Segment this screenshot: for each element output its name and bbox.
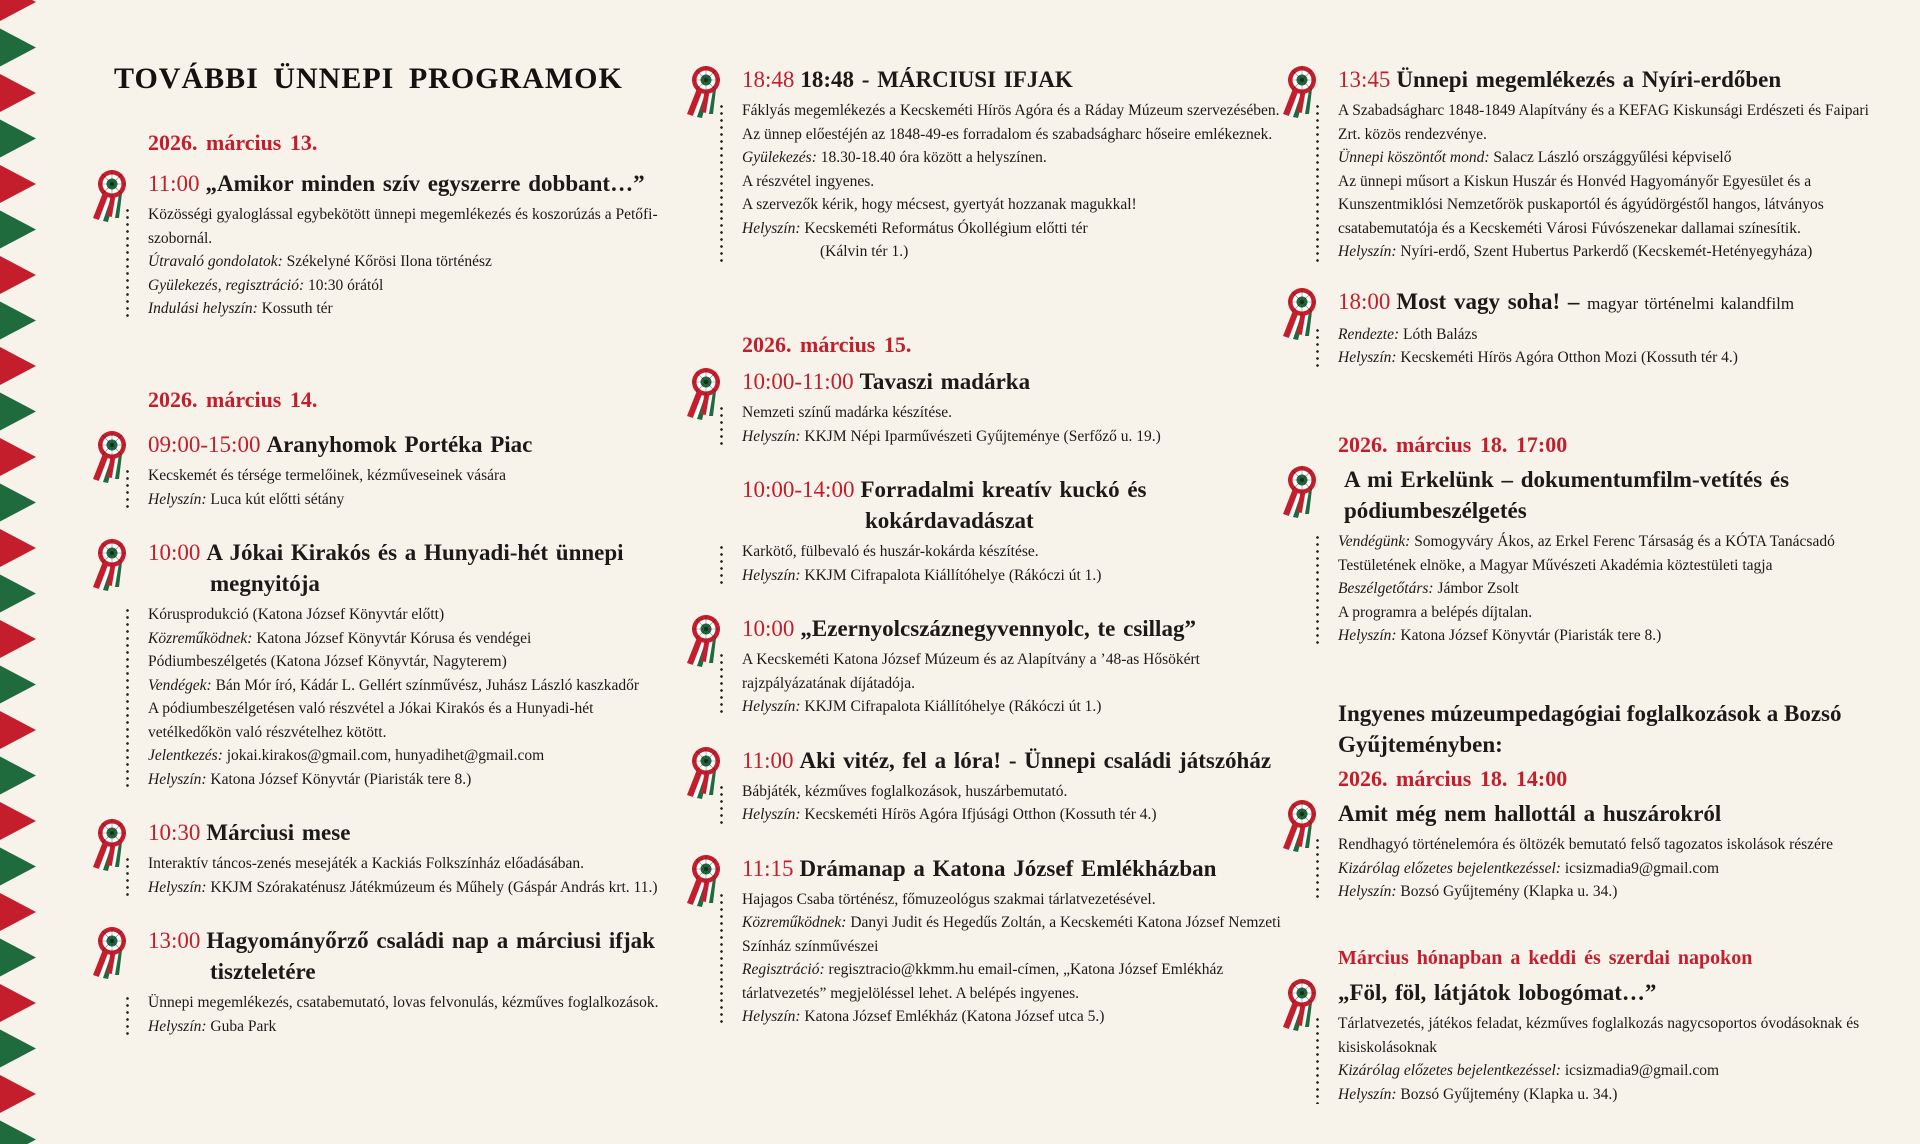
event-time: 13:00	[148, 928, 201, 953]
detail-line	[1338, 1059, 1878, 1083]
date-heading: 2026. március 14.	[148, 387, 318, 412]
detail-line	[742, 911, 1282, 958]
detail-line	[148, 768, 668, 792]
detail-text: Bozsó Gyűjtemény (Klapka u. 34.)	[1400, 883, 1618, 900]
detail-line	[148, 744, 668, 768]
detail-label: Helyszín:	[742, 566, 801, 584]
border-triangle	[0, 939, 36, 977]
border-triangle	[0, 529, 36, 567]
event-name: Ünnepi megemlékezés a Nyíri-erdőben	[1396, 67, 1782, 92]
detail-line	[148, 650, 668, 674]
detail-text: Katona József Emlékház (Katona József utca 5.)	[804, 1008, 1105, 1025]
detail-label: Gyülekezés:	[742, 149, 817, 166]
event-details	[1338, 833, 1878, 904]
event-details	[1338, 1012, 1878, 1106]
detail-line	[1338, 577, 1878, 601]
detail-text: KKJM Népi Iparművészeti Gyűjteménye (Serfőző u. 19.)	[804, 427, 1161, 445]
event-details	[148, 464, 668, 511]
detail-text: Katona József Könyvtár (Piaristák tere 8.)	[1400, 627, 1662, 644]
detail-label: Közreműködnek:	[742, 914, 847, 931]
event-item	[1338, 464, 1878, 648]
detail-line	[742, 401, 1282, 425]
detail-line	[148, 274, 668, 298]
border-triangle	[0, 711, 36, 749]
cockade-icon	[684, 745, 724, 801]
detail-line	[742, 217, 1282, 241]
detail-text: Pódiumbeszélgetés (Katona József Könyvtár, Nagyterem)	[148, 653, 507, 670]
detail-text: Danyi Judit és Hegedűs Zoltán, a Kecskeméti Katona József Nemzeti Színház színművészei	[742, 914, 1281, 955]
detail-line	[148, 1015, 668, 1039]
border-triangle	[0, 302, 36, 340]
section-heading: Ingyenes múzeumpedagógiai foglalkozások a Bozsó Gyűjteményben:	[1338, 701, 1842, 757]
event-name: 18:48 - MÁRCIUSI IFJAK	[800, 67, 1073, 92]
event-title: „Föl, föl, látjátok lobogómat…”	[1338, 980, 1657, 1005]
event-time: 10:30	[148, 820, 201, 845]
detail-continuation: (Kálvin tér 1.)	[820, 243, 909, 260]
cockade-icon	[90, 429, 130, 485]
detail-text: Kecskemét és térsége termelőinek, kézműveseinek vására	[148, 467, 507, 484]
border-triangle	[0, 984, 36, 1022]
border-triangle	[0, 848, 36, 886]
event-details	[742, 99, 1282, 264]
border-triangle	[0, 484, 36, 522]
detail-line	[742, 803, 1282, 827]
event-title: Amit még nem hallottál a huszárokról	[1338, 801, 1722, 826]
cockade-icon	[684, 613, 724, 669]
detail-label: Kizárólag előzetes bejelentkezéssel:	[1338, 859, 1561, 877]
border-triangle	[0, 120, 36, 158]
detail-text: Luca kút előtti sétány	[210, 490, 345, 508]
detail-label: Beszélgetőtárs:	[1338, 580, 1434, 597]
detail-label: Gyülekezés, regisztráció:	[148, 276, 305, 294]
cockade-icon	[684, 366, 724, 422]
event-details	[1338, 99, 1878, 264]
detail-line	[742, 146, 1282, 170]
day-section-march-15	[742, 332, 1282, 1029]
event-details	[148, 203, 668, 321]
detail-label: Helyszín:	[1338, 883, 1397, 900]
detail-label: Kizárólag előzetes bejelentkezéssel:	[1338, 1062, 1561, 1079]
detail-text: Fáklyás megemlékezés a Kecskeméti Hírös Agóra és a Ráday Múzeum szervezésében. Az ünnep előestéjén az 1848-49-es forradalom és szabadságharc hőseire emlékeznek.	[742, 102, 1280, 143]
detail-text: Nyíri-erdő, Szent Hubertus Parkerdő (Kecskemét-Hetényegyháza)	[1400, 243, 1813, 260]
border-triangle	[0, 1121, 36, 1144]
detail-line	[148, 991, 668, 1015]
border-triangle	[0, 666, 36, 704]
event-group-top	[742, 64, 1282, 264]
cockade-icon	[90, 925, 130, 981]
flag-triangle-border	[0, 0, 44, 1144]
event-name: „Ezernyolcszáznegyvennyolc, te csillag”	[800, 616, 1196, 641]
detail-text: Interaktív táncos-zenés mesejáték a Kackiás Folkszínház előadásában.	[148, 855, 584, 872]
event-title	[148, 168, 668, 199]
detail-line	[742, 780, 1282, 804]
event-item	[148, 168, 668, 321]
event-item	[148, 817, 668, 899]
detail-text: A szervezők kérik, hogy mécsest, gyertyát hozzanak magukkal!	[742, 196, 1137, 213]
border-triangle	[0, 0, 36, 21]
detail-text: Közösségi gyaloglással egybekötött ünnepi megemlékezés és koszorúzás a Petőfi-szobornál.	[148, 206, 658, 247]
event-item	[742, 613, 1282, 719]
detail-line	[742, 540, 1282, 564]
event-time: 11:00	[742, 747, 794, 773]
detail-line	[148, 876, 668, 900]
event-item	[148, 925, 668, 1038]
detail-text: Ünnepi megemlékezés, csatabemutató, lovas felvonulás, kézműves foglalkozások.	[148, 994, 659, 1011]
detail-text: A Szabadságharc 1848-1849 Alapítvány és a KEFAG Kiskunsági Erdészeti és Faipari Zrt. közös rendezvénye.	[1338, 102, 1869, 143]
detail-line	[148, 603, 668, 627]
border-triangle	[0, 757, 36, 795]
detail-text: KKJM Szórakaténusz Játékmúzeum és Műhely (Gáspár András krt. 11.)	[210, 878, 658, 896]
date-heading: 2026. március 15.	[742, 332, 912, 357]
detail-text[interactable]: regisztracio@kkmm.hu email-címen, „Katona József Emlékház tárlatvezetés” megjelöléssel lehet. A belépés ingyenes.	[742, 961, 1224, 1002]
date-heading: 2026. március 18. 17:00	[1338, 432, 1568, 457]
detail-text: 18.30-18.40 óra között a helyszínen.	[820, 149, 1047, 166]
detail-text: A pódiumbeszélgetésen való részvétel a Jókai Kirakós és a Hunyadi-hét vetélkedőkön való részvételhez kötött.	[148, 700, 594, 741]
day-section-march-18-evening	[1338, 432, 1878, 648]
event-title	[742, 613, 1282, 644]
detail-text: Lóth Balázs	[1402, 325, 1478, 343]
detail-text: A részvétel ingyenes.	[742, 172, 875, 190]
event-name: Hagyományőrző családi nap a márciusi ifjak tiszteletére	[206, 928, 655, 984]
cockade-icon	[90, 168, 130, 224]
border-triangle	[0, 1030, 36, 1068]
detail-label: Közreműködnek:	[148, 629, 253, 647]
detail-text: Tárlatvezetés, játékos feladat, kézműves foglalkozás nagycsoportos óvodásoknak és kisiskolásoknak	[1338, 1015, 1860, 1056]
event-item	[1338, 64, 1878, 264]
detail-text: Salacz László országgyűlési képviselő	[1493, 149, 1732, 166]
event-title	[742, 64, 1282, 95]
detail-text: KKJM Cifrapalota Kiállítóhelye (Rákóczi út 1.)	[804, 698, 1102, 715]
day-section-march-13	[148, 130, 668, 321]
detail-label: Helyszín:	[148, 1017, 207, 1035]
event-details	[742, 540, 1282, 587]
detail-label: Helyszín:	[148, 490, 207, 508]
detail-label: Helyszín:	[742, 427, 801, 445]
date-heading: 2026. március 13.	[148, 130, 318, 155]
detail-line	[148, 852, 668, 876]
detail-text: Kecskeméti Református Ókollégium előtti tér	[804, 219, 1088, 237]
detail-label: Helyszín:	[1338, 349, 1397, 366]
cockade-icon	[1280, 464, 1320, 520]
event-details	[742, 648, 1282, 719]
detail-line	[1338, 880, 1878, 904]
cockade-icon	[1280, 64, 1320, 120]
detail-line	[742, 193, 1282, 217]
border-triangle	[0, 802, 36, 840]
detail-text: Székelyné Kőrösi Ilona történész	[286, 253, 492, 270]
detail-text: Bábjáték, kézműves foglalkozások, huszárbemutató.	[742, 782, 1068, 800]
day-section-march-14	[148, 387, 668, 1038]
detail-line	[148, 250, 668, 274]
border-triangle	[0, 256, 36, 294]
detail-line	[148, 464, 668, 488]
detail-text: Jámbor Zsolt	[1437, 580, 1519, 597]
detail-text: Kecskeméti Hírös Agóra Otthon Mozi (Kossuth tér 4.)	[1400, 349, 1738, 366]
detail-label: Helyszín:	[742, 698, 801, 715]
event-item	[148, 537, 668, 791]
detail-label: Helyszín:	[742, 806, 801, 823]
border-triangle	[0, 1075, 36, 1113]
detail-line	[742, 99, 1282, 146]
detail-line	[742, 648, 1282, 695]
event-time: 11:15	[742, 855, 794, 881]
detail-line	[1338, 346, 1878, 370]
border-triangle	[0, 29, 36, 67]
event-item	[148, 429, 668, 511]
event-name: A Jókai Kirakós és a Hunyadi-hét ünnepi megnyitója	[206, 540, 624, 596]
detail-line	[1338, 1083, 1878, 1107]
border-triangle	[0, 211, 36, 249]
event-title	[1338, 286, 1878, 319]
detail-text: Bán Mór író, Kádár L. Gellért színművész, Juhász László kaszkadőr	[215, 676, 640, 694]
detail-text: Hajagos Csaba történész, főmuzeológus szakmai tárlatvezetésével.	[742, 890, 1156, 908]
detail-text: Nemzeti színű madárka készítése.	[742, 404, 953, 421]
detail-text: KKJM Cifrapalota Kiállítóhelye (Rákóczi út 1.)	[804, 566, 1102, 584]
detail-line	[742, 888, 1282, 912]
detail-line	[742, 695, 1282, 719]
detail-line	[742, 564, 1282, 588]
cockade-icon	[1280, 286, 1320, 342]
detail-text: A programra a belépés díjtalan.	[1338, 603, 1533, 621]
event-name: Márciusi mese	[206, 820, 351, 845]
detail-label: Vendégek:	[148, 676, 212, 694]
detail-line	[148, 203, 668, 250]
border-triangle	[0, 165, 36, 203]
detail-text: Rendhagyó történelemóra és öltözék bemutató felső tagozatos iskolások részére	[1338, 836, 1833, 853]
event-details	[1338, 323, 1878, 370]
detail-label: Helyszín:	[1338, 1085, 1397, 1103]
detail-line	[1338, 99, 1878, 146]
event-title	[742, 474, 1282, 536]
event-details	[148, 852, 668, 899]
event-time: 10:00	[742, 616, 795, 641]
event-item	[742, 853, 1282, 1029]
detail-line	[742, 170, 1282, 194]
detail-line	[1338, 323, 1878, 347]
detail-label: Helyszín:	[148, 770, 207, 788]
triangle-border-svg	[0, 0, 44, 1144]
border-triangle	[0, 575, 36, 613]
detail-text: Katona József Könyvtár (Piaristák tere 8.)	[210, 770, 472, 788]
event-name: Aranyhomok Portéka Piac	[266, 432, 533, 457]
detail-text: Bozsó Gyűjtemény (Klapka u. 34.)	[1400, 1085, 1618, 1103]
event-time: 10:00-11:00	[742, 369, 854, 394]
detail-text: Katona József Könyvtár Kórusa és vendégei	[256, 629, 532, 647]
detail-line	[148, 297, 668, 321]
museum-education-section	[1338, 698, 1878, 904]
detail-label: Helyszín:	[742, 1008, 801, 1025]
detail-text: Az ünnepi műsort a Kiskun Huszár és Honvéd Hagyományőr Egyesület és a Kunszentmiklósi Nemzetőrök puskaportól és ágyúdörgéstől hangos, látványos csatabemutatója és a Kecskeméti Városi Fúvószenekar dallamai színesítik.	[1338, 172, 1824, 237]
event-name: Most vagy soha! –	[1396, 288, 1580, 314]
event-item	[1338, 286, 1878, 370]
detail-text: 10:30 órától	[307, 276, 384, 294]
detail-label: Vendégünk:	[1338, 533, 1411, 550]
event-time: 10:00	[148, 540, 201, 565]
detail-label: Helyszín:	[148, 878, 207, 896]
date-heading: 2026. március 18. 14:00	[1338, 766, 1568, 791]
cockade-icon	[1280, 977, 1320, 1033]
event-group-top	[1338, 64, 1878, 370]
detail-text: Kórusprodukció (Katona József Könyvtár előtt)	[148, 606, 445, 623]
border-triangle	[0, 438, 36, 476]
border-triangle	[0, 893, 36, 931]
detail-line	[1338, 624, 1878, 648]
event-name: Aki vitéz, fel a lóra! - Ünnepi családi játszóház	[799, 747, 1272, 773]
detail-line	[1338, 1012, 1878, 1059]
detail-line	[742, 425, 1282, 449]
detail-text[interactable]: icsizmadia9@gmail.com	[1564, 859, 1720, 877]
detail-line	[742, 958, 1282, 1005]
event-name: Drámanap a Katona József Emlékházban	[799, 855, 1217, 881]
event-details	[742, 401, 1282, 448]
event-time: 13:45	[1338, 67, 1391, 92]
event-title	[742, 745, 1282, 776]
detail-label: Helyszín:	[742, 219, 801, 237]
detail-line	[148, 627, 668, 651]
event-title	[742, 853, 1282, 884]
detail-line	[1338, 170, 1878, 241]
event-title	[148, 817, 668, 848]
detail-label: Helyszín:	[1338, 243, 1397, 260]
detail-line	[1338, 601, 1878, 625]
detail-line	[1338, 240, 1878, 264]
detail-label: Regisztráció:	[742, 961, 825, 978]
event-details	[148, 991, 668, 1038]
detail-line	[1338, 530, 1878, 577]
detail-text: A Kecskeméti Katona József Múzeum és az Alapítvány a ’48-as Hősökért rajzpályázatának díjátadója.	[742, 651, 1200, 692]
event-item	[742, 745, 1282, 827]
cockade-icon	[1280, 798, 1320, 854]
cockade-icon	[90, 817, 130, 873]
detail-line	[148, 697, 668, 744]
page-title: TOVÁBBI ÜNNEPI PROGRAMOK	[114, 62, 623, 95]
date-heading: Március hónapban a keddi és szerdai napokon	[1338, 947, 1753, 969]
event-time: 11:00	[148, 171, 200, 196]
border-triangle	[0, 74, 36, 112]
event-item	[742, 474, 1282, 587]
cockade-icon	[90, 537, 130, 593]
event-title: A mi Erkelünk – dokumentumfilm-vetítés és pódiumbeszélgetés	[1344, 467, 1790, 523]
border-triangle	[0, 620, 36, 658]
detail-line	[1338, 857, 1878, 881]
event-item	[1338, 798, 1878, 904]
border-triangle	[0, 347, 36, 385]
detail-line	[1338, 833, 1878, 857]
detail-text: Kossuth tér	[261, 300, 333, 317]
detail-text: Guba Park	[210, 1017, 277, 1035]
event-title	[148, 537, 668, 599]
detail-label: Jelentkezés:	[148, 747, 223, 764]
event-item	[742, 64, 1282, 264]
event-subtitle: magyar történelmi kalandfilm	[1587, 293, 1795, 313]
detail-line	[1338, 146, 1878, 170]
event-title	[1338, 64, 1878, 95]
detail-label: Ünnepi köszöntőt mond:	[1338, 149, 1490, 166]
event-name: Tavaszi madárka	[859, 369, 1031, 394]
event-title	[148, 925, 668, 987]
event-title	[742, 366, 1282, 397]
event-item	[742, 366, 1282, 448]
border-triangle	[0, 393, 36, 431]
detail-text[interactable]: icsizmadia9@gmail.com	[1564, 1062, 1720, 1079]
event-details	[1338, 530, 1878, 648]
event-time: 18:48	[742, 67, 795, 92]
detail-text: Somogyváry Ákos, az Erkel Ferenc Társaság és a KÓTA Tanácsadó Testületének elnöke, a Magyar Művészeti Akadémia köztestületi tagja	[1338, 533, 1835, 574]
detail-label: Indulási helyszín:	[148, 300, 258, 317]
event-time: 18:00	[1338, 288, 1391, 314]
event-title	[148, 429, 668, 460]
event-time: 09:00-15:00	[148, 432, 261, 457]
event-item	[1338, 977, 1878, 1106]
recurring-section	[1338, 945, 1878, 1106]
event-details	[742, 888, 1282, 1029]
detail-line	[742, 1005, 1282, 1029]
event-time: 10:00-14:00	[742, 477, 855, 502]
event-name: „Amikor minden szív egyszerre dobbant…”	[205, 171, 645, 196]
cockade-icon	[684, 853, 724, 909]
detail-label: Helyszín:	[1338, 627, 1397, 644]
event-details	[742, 780, 1282, 827]
detail-line	[148, 488, 668, 512]
detail-line	[148, 674, 668, 698]
detail-text[interactable]: jokai.kirakos@gmail.com, hunyadihet@gmail.com	[226, 747, 545, 764]
cockade-icon	[684, 64, 724, 120]
event-details	[148, 603, 668, 791]
event-name: Forradalmi kreatív kuckó és kokárdavadászat	[860, 477, 1147, 533]
detail-label: Útravaló gondolatok:	[148, 253, 283, 270]
detail-label: Rendezte:	[1338, 325, 1400, 343]
detail-text: Kecskeméti Hírös Agóra Ifjúsági Otthon (Kossuth tér 4.)	[804, 806, 1157, 823]
detail-text: Karkötő, fülbevaló és huszár-kokárda készítése.	[742, 543, 1039, 560]
